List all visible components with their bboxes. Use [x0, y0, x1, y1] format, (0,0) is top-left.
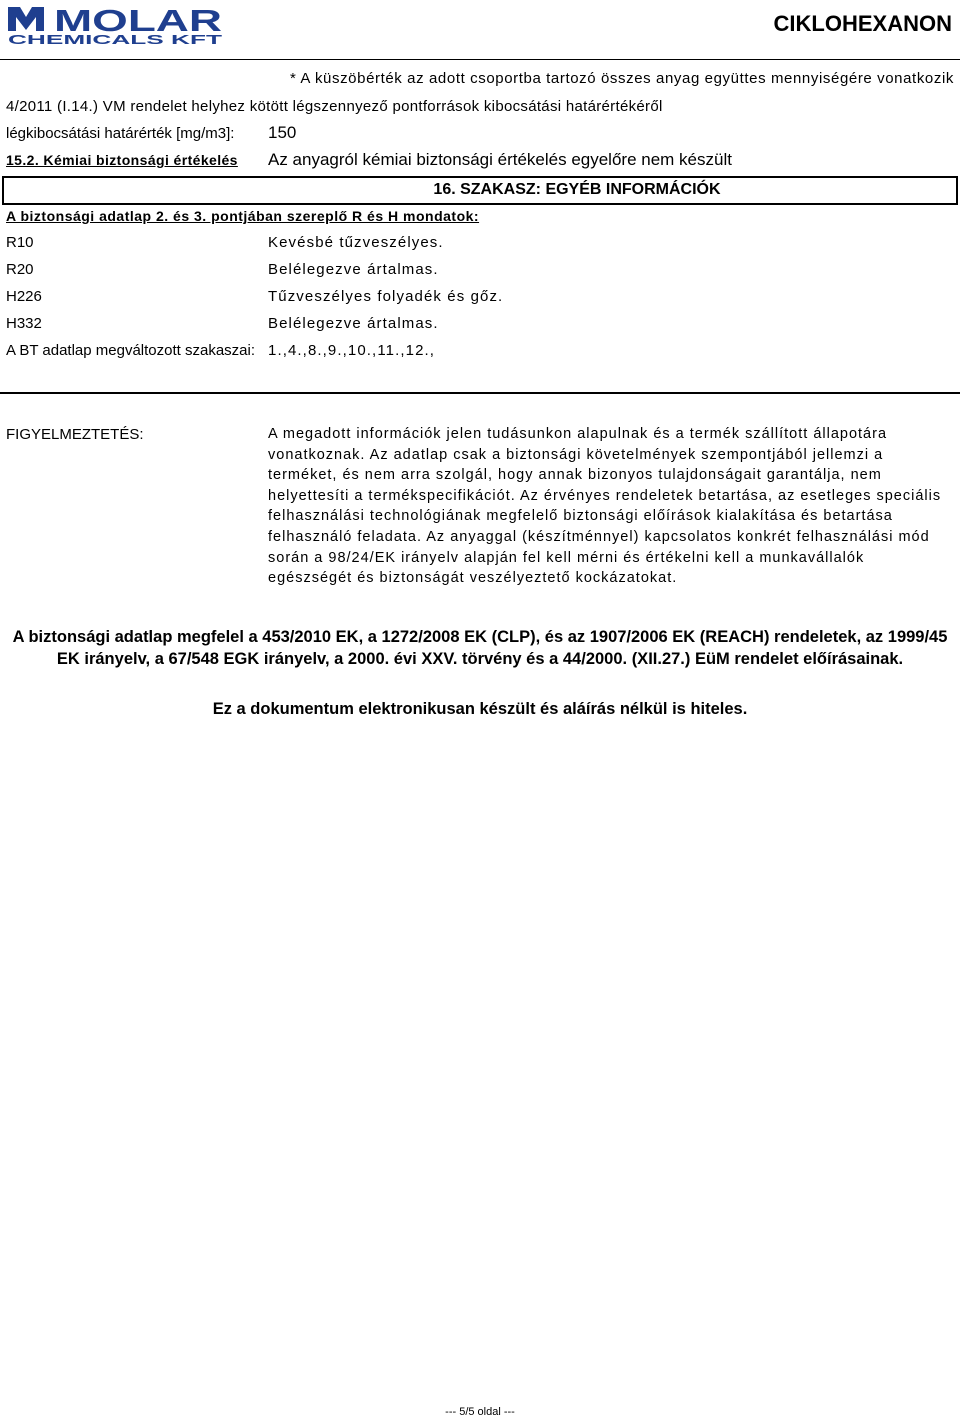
phrase-code: R20	[6, 261, 34, 278]
product-name: CIKLOHEXANON	[773, 11, 952, 36]
section-divider	[0, 392, 960, 394]
section-15-2-value: Az anyagról kémiai biztonsági értékelés egyelőre nem készült	[268, 150, 732, 169]
logo-text-main: MOLAR	[54, 4, 222, 38]
signature-notice: Ez a dokumentum elektronikusan készült és aláírás nélkül is hiteles.	[212, 700, 748, 718]
logo-text-sub: CHEMICALS KFT	[8, 32, 223, 46]
emission-limit-label: légkibocsátási határérték [mg/m3]:	[6, 125, 235, 142]
header-divider	[0, 59, 960, 60]
changed-sections-value: 1.,4.,8.,9.,10.,11.,12.,	[268, 342, 436, 359]
emission-limit-value: 150	[268, 123, 297, 142]
regulation-line: 4/2011 (I.14.) VM rendelet helyhez kötött légszennyező pontforrások kibocsátási határértékéről	[6, 98, 663, 115]
phrases-heading: A biztonsági adatlap 2. és 3. pontjában szereplő R és H mondatok:	[6, 208, 480, 224]
logo-mark-icon	[8, 7, 44, 31]
phrase-text: Kevésbé tűzveszélyes.	[268, 234, 444, 251]
legal-notice: A biztonsági adatlap megfelel a 453/2010 EK, a 1272/2008 EK (CLP), és az 1907/2006 EK (REACH) rendeletek, az 1999/45 EK irányelv, a 67/548 EGK irányelv, a 2000. évi XXV. törvény és a 44/2000. (XII.27.) EüM rendelet előírásainak.	[12, 628, 948, 668]
phrase-code: H226	[6, 288, 42, 305]
page-footer: --- 5/5 oldal ---	[445, 1406, 515, 1418]
molar-chemicals-logo	[6, 4, 226, 46]
phrase-text: Belélegezve ártalmas.	[268, 261, 439, 278]
phrase-code: R10	[6, 234, 34, 251]
changed-sections-label: A BT adatlap megváltozott szakaszai:	[6, 342, 256, 359]
section-15-2-label: 15.2. Kémiai biztonsági értékelés	[6, 152, 238, 168]
section-16-header	[2, 176, 958, 205]
phrase-code: H332	[6, 315, 42, 332]
warning-label: FIGYELMEZTETÉS:	[6, 426, 144, 443]
threshold-note: * A küszöbérték az adott csoportba tartozó összes anyag együttes mennyiségére vonatkozik	[290, 70, 954, 87]
phrase-text: Tűzveszélyes folyadék és gőz.	[268, 288, 504, 305]
phrase-text: Belélegezve ártalmas.	[268, 315, 439, 332]
warning-text: A megadott információk jelen tudásunkon alapulnak és a termék szállított állapotára vonatkoznak. Az adatlap csak a biztonsági követelmények szempontjából jellemzi a terméket, és nem arra szolgál, hogy annak bizonyos tulajdonságait garantálja, nem helyettesíti a termékspecifikációt. Az érvényes rendeletek betartása, az esetleges speciális felhasználási technológiának megfelelő biztonsági előírások kialakítása és betartása felhasználó feladata. Az anyaggal (készítménnyel) kapcsolatos konkrét felhasználási mód során a 98/24/EK irányelv alapján fel kell mérni és értékelni kell a munkavállalók egészségét és biztonságát veszélyeztető kockázatokat.	[268, 426, 942, 587]
section-16-title: 16. SZAKASZ: EGYÉB INFORMÁCIÓK	[433, 181, 721, 198]
